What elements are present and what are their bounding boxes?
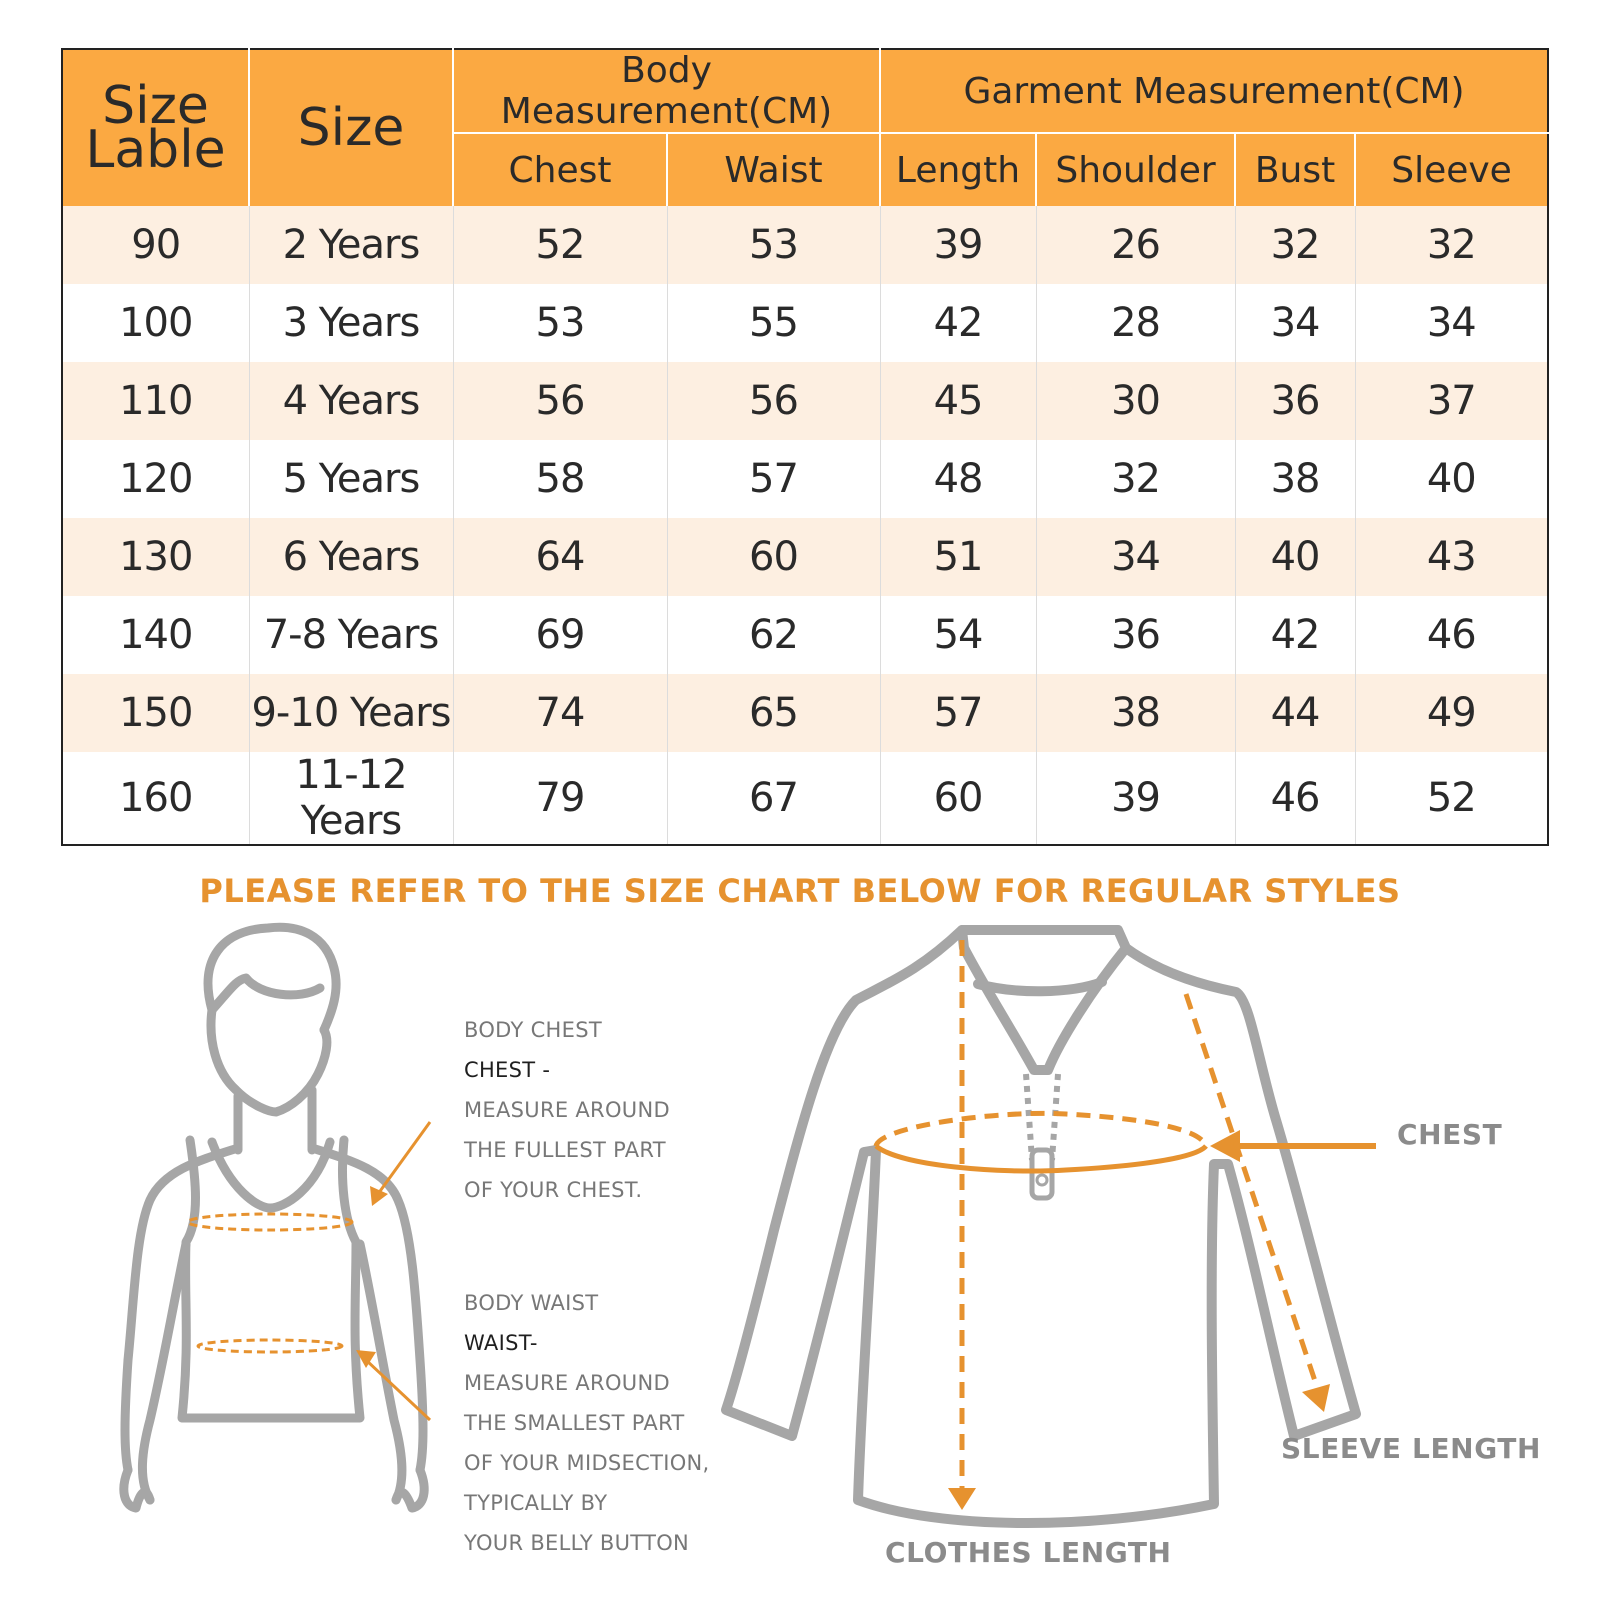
cell-sleeve: 37 bbox=[1355, 362, 1548, 440]
cell-chest: 52 bbox=[453, 206, 667, 284]
cell-shoulder: 32 bbox=[1036, 440, 1235, 518]
body-chest-title: BODY CHEST bbox=[464, 1018, 602, 1042]
body-waist-note bbox=[464, 1283, 710, 1563]
cell-size: 9-10 Years bbox=[249, 674, 453, 752]
cell-bust: 36 bbox=[1235, 362, 1355, 440]
chest-line-1: MEASURE AROUND bbox=[464, 1098, 670, 1122]
cell-sleeve: 34 bbox=[1355, 284, 1548, 362]
refer-headline: PLEASE REFER TO THE SIZE CHART BELOW FOR REGULAR STYLES bbox=[199, 872, 1401, 910]
cell-length: 39 bbox=[880, 206, 1036, 284]
cell-chest: 56 bbox=[453, 362, 667, 440]
chest-label: CHEST - bbox=[464, 1058, 551, 1082]
cell-size: 3 Years bbox=[249, 284, 453, 362]
header-chest: Chest bbox=[453, 133, 667, 206]
cell-sleeve: 43 bbox=[1355, 518, 1548, 596]
header-length: Length bbox=[880, 133, 1036, 206]
cell-waist: 65 bbox=[667, 674, 880, 752]
cell-waist: 56 bbox=[667, 362, 880, 440]
cell-shoulder: 38 bbox=[1036, 674, 1235, 752]
header-waist: Waist bbox=[667, 133, 880, 206]
cell-sleeve: 52 bbox=[1355, 752, 1548, 845]
cell-size-label: 150 bbox=[62, 674, 249, 752]
chest-line-3: OF YOUR CHEST. bbox=[464, 1178, 643, 1202]
cell-shoulder: 36 bbox=[1036, 596, 1235, 674]
cell-bust: 32 bbox=[1235, 206, 1355, 284]
cell-chest: 64 bbox=[453, 518, 667, 596]
cell-sleeve: 46 bbox=[1355, 596, 1548, 674]
waist-line-4: TYPICALLY BY bbox=[464, 1491, 608, 1515]
chest-line-2: THE FULLEST PART bbox=[464, 1138, 666, 1162]
cell-bust: 46 bbox=[1235, 752, 1355, 845]
cell-size-label: 160 bbox=[62, 752, 249, 845]
cell-length: 48 bbox=[880, 440, 1036, 518]
cell-size-label: 90 bbox=[62, 206, 249, 284]
cell-chest: 79 bbox=[453, 752, 667, 845]
cell-size: 4 Years bbox=[249, 362, 453, 440]
cell-bust: 44 bbox=[1235, 674, 1355, 752]
cell-length: 51 bbox=[880, 518, 1036, 596]
cell-size-label: 120 bbox=[62, 440, 249, 518]
header-body-measurement: Body Measurement(CM) bbox=[453, 49, 880, 133]
cell-shoulder: 39 bbox=[1036, 752, 1235, 845]
cell-shoulder: 28 bbox=[1036, 284, 1235, 362]
cell-size: 5 Years bbox=[249, 440, 453, 518]
cell-size: 6 Years bbox=[249, 518, 453, 596]
header-sleeve: Sleeve bbox=[1355, 133, 1548, 206]
cell-length: 42 bbox=[880, 284, 1036, 362]
cell-size-label: 130 bbox=[62, 518, 249, 596]
cell-waist: 55 bbox=[667, 284, 880, 362]
header-garment-measurement: Garment Measurement(CM) bbox=[880, 49, 1548, 133]
sleeve-length-label: SLEEVE LENGTH bbox=[1281, 1432, 1542, 1465]
cell-length: 57 bbox=[880, 674, 1036, 752]
cell-bust: 42 bbox=[1235, 596, 1355, 674]
cell-waist: 60 bbox=[667, 518, 880, 596]
cell-size-label: 140 bbox=[62, 596, 249, 674]
cell-length: 60 bbox=[880, 752, 1036, 845]
cell-waist: 53 bbox=[667, 206, 880, 284]
cell-size: 2 Years bbox=[249, 206, 453, 284]
waist-line-5: YOUR BELLY BUTTON bbox=[464, 1531, 690, 1555]
cell-waist: 62 bbox=[667, 596, 880, 674]
cell-chest: 53 bbox=[453, 284, 667, 362]
waist-line-1: MEASURE AROUND bbox=[464, 1371, 670, 1395]
clothes-length-label: CLOTHES LENGTH bbox=[885, 1536, 1172, 1569]
cell-bust: 38 bbox=[1235, 440, 1355, 518]
cell-sleeve: 32 bbox=[1355, 206, 1548, 284]
garment-chest-label: CHEST bbox=[1397, 1118, 1503, 1151]
cell-sleeve: 49 bbox=[1355, 674, 1548, 752]
cell-bust: 34 bbox=[1235, 284, 1355, 362]
cell-bust: 40 bbox=[1235, 518, 1355, 596]
cell-shoulder: 30 bbox=[1036, 362, 1235, 440]
cell-chest: 69 bbox=[453, 596, 667, 674]
cell-waist: 57 bbox=[667, 440, 880, 518]
cell-size-label: 110 bbox=[62, 362, 249, 440]
header-size: Size bbox=[249, 49, 453, 206]
waist-label: WAIST- bbox=[464, 1331, 538, 1355]
cell-size: 11-12 Years bbox=[249, 752, 453, 845]
header-shoulder: Shoulder bbox=[1036, 133, 1235, 206]
waist-line-2: THE SMALLEST PART bbox=[464, 1411, 685, 1435]
cell-chest: 58 bbox=[453, 440, 667, 518]
header-size-label: Size Lable bbox=[62, 49, 249, 206]
cell-length: 45 bbox=[880, 362, 1036, 440]
body-waist-title: BODY WAIST bbox=[464, 1291, 599, 1315]
body-chest-note bbox=[464, 1010, 670, 1210]
cell-shoulder: 34 bbox=[1036, 518, 1235, 596]
header-bust: Bust bbox=[1235, 133, 1355, 206]
cell-size-label: 100 bbox=[62, 284, 249, 362]
cell-chest: 74 bbox=[453, 674, 667, 752]
waist-line-3: OF YOUR MIDSECTION, bbox=[464, 1451, 710, 1475]
cell-waist: 67 bbox=[667, 752, 880, 845]
cell-sleeve: 40 bbox=[1355, 440, 1548, 518]
cell-size: 7-8 Years bbox=[249, 596, 453, 674]
cell-length: 54 bbox=[880, 596, 1036, 674]
cell-shoulder: 26 bbox=[1036, 206, 1235, 284]
